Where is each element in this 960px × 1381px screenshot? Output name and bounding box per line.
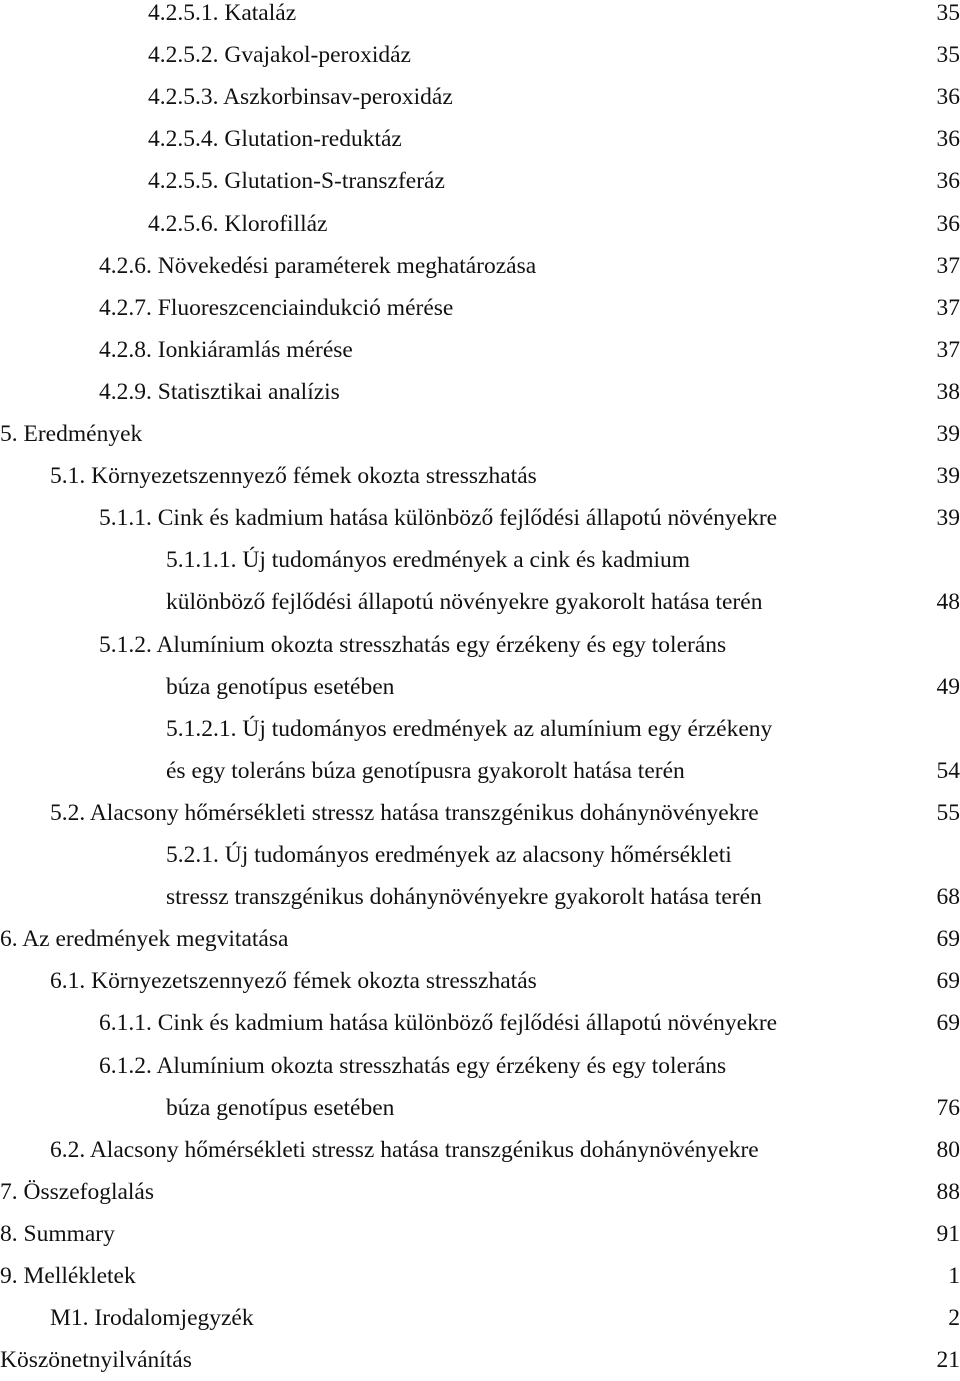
toc-entry-page-number: 37	[937, 245, 960, 287]
toc-entry-title: 5.1.2. Alumínium okozta stresszhatás egy érzékeny és egy toleráns	[99, 624, 726, 666]
toc-entry-title: búza genotípus esetében	[166, 666, 394, 708]
toc-entry[interactable]	[0, 1129, 960, 1171]
toc-entry-title: 6.1. Környezetszennyező fémek okozta stresszhatás	[50, 960, 537, 1002]
toc-entry-title: 5.2. Alacsony hőmérsékleti stressz hatása transzgénikus dohánynövényekre	[50, 792, 759, 834]
toc-entry-title: 5.1. Környezetszennyező fémek okozta stresszhatás	[50, 455, 537, 497]
toc-entry-title: különböző fejlődési állapotú növényekre gyakorolt hatása terén	[166, 581, 762, 623]
toc-entry-title: 8. Summary	[0, 1213, 115, 1255]
toc-entry[interactable]	[0, 245, 960, 287]
toc-entry-title: 6.2. Alacsony hőmérsékleti stressz hatása transzgénikus dohánynövényekre	[50, 1129, 759, 1171]
toc-entry[interactable]	[0, 34, 960, 76]
toc-entry-title: 5. Eredmények	[0, 413, 142, 455]
toc-entry-title: stressz transzgénikus dohánynövényekre gyakorolt hatása terén	[166, 876, 762, 918]
toc-entry[interactable]	[0, 1297, 960, 1339]
toc-entry-title: 5.1.1.1. Új tudományos eredmények a cink és kadmium	[166, 539, 690, 581]
toc-entry[interactable]	[0, 1255, 960, 1297]
toc-entry-title: 4.2.5.5. Glutation-S-transzferáz	[148, 160, 445, 202]
toc-entry-page-number: 55	[937, 792, 960, 834]
toc-entry[interactable]	[0, 1213, 960, 1255]
toc-entry[interactable]	[0, 455, 960, 497]
toc-entry-page-number: 36	[937, 76, 960, 118]
toc-entry[interactable]	[0, 624, 960, 666]
toc-entry-title: 4.2.6. Növekedési paraméterek meghatározása	[99, 245, 536, 287]
toc-entry-page-number: 36	[937, 160, 960, 202]
toc-entry-title: 4.2.5.2. Gvajakol-peroxidáz	[148, 34, 411, 76]
toc-entry[interactable]	[0, 160, 960, 202]
toc-entry[interactable]	[0, 918, 960, 960]
toc-entry[interactable]	[0, 876, 960, 918]
toc-entry[interactable]	[0, 1171, 960, 1213]
toc-entry-title: Köszönetnyilvánítás	[0, 1339, 192, 1381]
toc-entry[interactable]	[0, 0, 960, 34]
toc-entry-title: 4.2.5.1. Kataláz	[148, 0, 296, 34]
toc-entry-page-number: 54	[937, 750, 960, 792]
toc-entry[interactable]	[0, 287, 960, 329]
toc-entry-page-number: 88	[937, 1171, 960, 1213]
toc-entry-page-number: 69	[937, 960, 960, 1002]
toc-entry[interactable]	[0, 539, 960, 581]
toc-entry[interactable]	[0, 413, 960, 455]
toc-entry-page-number: 39	[937, 413, 960, 455]
toc-entry-title: 7. Összefoglalás	[0, 1171, 154, 1213]
toc-entry-page-number: 36	[937, 118, 960, 160]
toc-entry-page-number: 21	[937, 1339, 960, 1381]
toc-entry[interactable]	[0, 76, 960, 118]
toc-entry-page-number: 37	[937, 329, 960, 371]
toc-entry-title: 4.2.5.6. Klorofilláz	[148, 203, 327, 245]
toc-entry-page-number: 36	[937, 203, 960, 245]
toc-entry[interactable]	[0, 497, 960, 539]
toc-entry-title: 6. Az eredmények megvitatása	[0, 918, 288, 960]
toc-entry[interactable]	[0, 1045, 960, 1087]
toc-entry-title: 4.2.7. Fluoreszcenciaindukció mérése	[99, 287, 453, 329]
toc-entry-title: M1. Irodalomjegyzék	[50, 1297, 254, 1339]
toc-entry-title: 4.2.5.4. Glutation-reduktáz	[148, 118, 402, 160]
toc-entry[interactable]	[0, 203, 960, 245]
toc-entry-page-number: 48	[937, 581, 960, 623]
toc-entry[interactable]	[0, 750, 960, 792]
toc-entry-title: és egy toleráns búza genotípusra gyakorolt hatása terén	[166, 750, 685, 792]
toc-entry-title: 4.2.9. Statisztikai analízis	[99, 371, 340, 413]
toc-entry-page-number: 2	[948, 1297, 960, 1339]
toc-entry-page-number: 38	[937, 371, 960, 413]
toc-entry[interactable]	[0, 1087, 960, 1129]
toc-entry-page-number: 69	[937, 918, 960, 960]
toc-entry[interactable]	[0, 118, 960, 160]
toc-entry[interactable]	[0, 792, 960, 834]
toc-entry-title: 6.1.1. Cink és kadmium hatása különböző fejlődési állapotú növényekre	[99, 1002, 777, 1044]
toc-entry-page-number: 91	[937, 1213, 960, 1255]
toc-entry[interactable]	[0, 1002, 960, 1044]
toc-entry[interactable]	[0, 834, 960, 876]
toc-entry-page-number: 80	[937, 1129, 960, 1171]
toc-entry-page-number: 76	[937, 1087, 960, 1129]
toc-entry-title: 5.1.2.1. Új tudományos eredmények az alumínium egy érzékeny	[166, 708, 772, 750]
toc-entry-title: 5.1.1. Cink és kadmium hatása különböző fejlődési állapotú növényekre	[99, 497, 777, 539]
toc-entry-title: 5.2.1. Új tudományos eredmények az alacsony hőmérsékleti	[166, 834, 732, 876]
toc-entry-page-number: 35	[937, 0, 960, 34]
toc-entry-page-number: 68	[937, 876, 960, 918]
toc-entry-page-number: 39	[937, 455, 960, 497]
toc-entry[interactable]	[0, 581, 960, 623]
toc-entry[interactable]	[0, 666, 960, 708]
toc-entry-page-number: 37	[937, 287, 960, 329]
toc-entry-title: búza genotípus esetében	[166, 1087, 394, 1129]
toc-entry-page-number: 49	[937, 666, 960, 708]
toc-entry-title: 9. Mellékletek	[0, 1255, 136, 1297]
toc-entry-page-number: 35	[937, 34, 960, 76]
toc-entry-title: 6.1.2. Alumínium okozta stresszhatás egy érzékeny és egy toleráns	[99, 1045, 726, 1087]
toc-entry-title: 4.2.5.3. Aszkorbinsav-peroxidáz	[148, 76, 453, 118]
toc-entry[interactable]	[0, 1339, 960, 1381]
toc-entry[interactable]	[0, 708, 960, 750]
toc-entry-title: 4.2.8. Ionkiáramlás mérése	[99, 329, 353, 371]
toc-entry[interactable]	[0, 371, 960, 413]
toc-entry[interactable]	[0, 960, 960, 1002]
toc-entry-page-number: 39	[937, 497, 960, 539]
toc-entry-page-number: 1	[948, 1255, 960, 1297]
toc-entry[interactable]	[0, 329, 960, 371]
toc-entry-page-number: 69	[937, 1002, 960, 1044]
